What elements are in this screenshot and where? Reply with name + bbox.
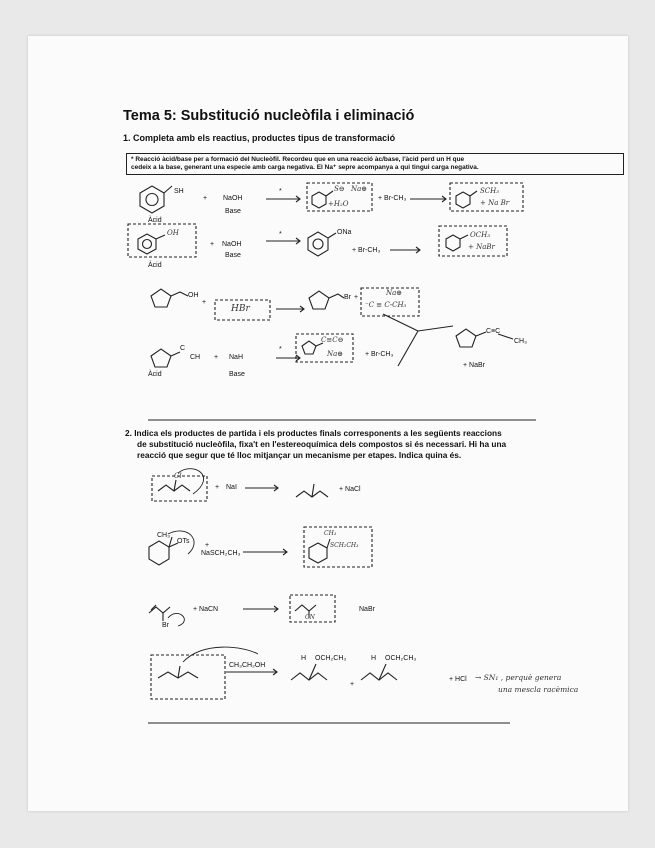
ona-label: ONa (337, 229, 352, 236)
hand-cn: CN (305, 614, 315, 621)
hand-answer-line-2: una mescla racèmica (498, 685, 579, 694)
benzene-ring-r2 (308, 232, 328, 256)
nah-label: NaH (229, 354, 244, 361)
base-label-r1: Base (225, 208, 241, 215)
h-label-1: H (301, 655, 307, 662)
curved-arrow-q2r1 (178, 469, 204, 494)
base-label-r4: Base (229, 371, 245, 378)
hand-sub-q2r2: SCH₂CH₃ (330, 542, 359, 549)
page-title: Tema 5: Substitució nucleòfila i eliminació (123, 108, 415, 124)
question-1-structures (28, 36, 628, 811)
ch3-label-q2r2: CH₃ (157, 532, 170, 539)
hand-thiolate: S⊖ (334, 185, 345, 193)
hand-ch3-q2r2: CH₃ (324, 530, 337, 537)
curved-arrow-q2r4 (183, 647, 258, 662)
ether-label-2: OCH₂CH₃ (385, 655, 417, 662)
hand-na-r3: Na⊕ (386, 289, 403, 297)
question-2-heading (125, 428, 506, 461)
cyclopentane-r3 (151, 289, 171, 307)
ots-label: OTs (177, 538, 190, 545)
hand-hbr: HBr (231, 304, 250, 314)
br-label-r3: Br (344, 294, 351, 301)
brch3-r1: + Br-CH₃ (378, 195, 407, 202)
question-1-heading: 1. Completa amb els reactius, productes tipus de transformació (123, 133, 396, 143)
c-label-r4: C (180, 345, 186, 352)
bond-ch2-r1 (164, 186, 172, 193)
plus-r4: + (214, 354, 219, 361)
q2-heading-line-3: reacció que segur que té lloc mitjançar un mecanisme per etapes. Indica quina és. (137, 450, 462, 460)
acid-label-r4: Àcid (148, 371, 162, 378)
brch3-r4: + Br-CH₃ (365, 351, 394, 358)
star-r4: * (279, 346, 282, 353)
note-line-1: * Reacció àcid/base per a formació del Nucleòfil. Recordeu que en una reacció àc/base, l'àcid perd un H que (131, 156, 465, 163)
hand-nabr-r1: + Na Br (480, 199, 510, 207)
hand-propynide: ⁻C ≡ C-CH₃ (365, 301, 407, 309)
star-r2: * (279, 231, 282, 238)
star-r1: * (279, 188, 282, 195)
reagent-q2r3: + NaCN (193, 606, 219, 613)
ch-label-r4: CH (190, 354, 201, 361)
naoh-r2: NaOH (222, 241, 242, 248)
alkene-chain-q2r3 (149, 607, 170, 613)
br-label-q2r3: Br (162, 622, 169, 629)
cyclohexane-q2r2 (149, 541, 169, 565)
cyclopentane-product (456, 329, 476, 347)
nabr-label-r3: + NaBr (463, 362, 485, 369)
plus-r1: + (203, 195, 208, 202)
curved-arrow-q2r3 (168, 613, 184, 626)
nacl-label: + NaCl (339, 486, 361, 493)
ch3-label-r3: CH₃ (514, 338, 527, 345)
oh-label-r3: OH (188, 292, 199, 299)
hand-answer-line-1: → SN₁ , perquè genera (475, 673, 562, 682)
label-sh: SH (174, 188, 184, 195)
q2-heading-line-2: de substitució nucleòfila, fixa't en l'estereoquímica dels compostos si és necessari. Hi ha una (137, 439, 507, 449)
solvent-label: CH₃CH₂OH (229, 662, 266, 669)
plus-q2r4: + (350, 681, 355, 688)
benzene-circle-r1 (146, 194, 158, 206)
nai-label: NaI (226, 484, 237, 491)
alkyne-label: C≡C (486, 328, 501, 335)
h-label-2: H (371, 655, 377, 662)
worksheet-page (28, 36, 628, 811)
hand-na-r4: Na⊕ (327, 350, 344, 358)
plus-r3: + (202, 299, 207, 306)
cyclopentane-r4 (151, 349, 171, 367)
ether-label-1: OCH₂CH₃ (315, 655, 347, 662)
q2-heading-line-1: 2. Indica els productes de partida i els productes finals corresponents a les següents reaccions (125, 428, 502, 438)
acid-label-r2: Àcid (148, 262, 162, 269)
converge-line-bottom (398, 331, 418, 366)
hand-cl-q2r1: Cl (174, 472, 182, 480)
hand-acetylide-r4: C≡C⊖ (321, 336, 344, 344)
hand-nabr-r2: + NaBr (468, 243, 495, 251)
plus-r3b: + (354, 294, 359, 301)
hand-na-r1: Na⊕ (351, 185, 368, 193)
hand-och3: OCH₃ (470, 231, 491, 239)
acid-label-r1: Àcid (148, 217, 162, 224)
hand-sch3: SCH₃ (480, 187, 500, 195)
plus-r2: + (210, 241, 215, 248)
plus-q2r1: + (215, 484, 220, 491)
note-line-2: cedeix a la base, generant una especie amb carga negativa. El Na⁺ sepre acompanya a qui tingui carga negativa. (131, 164, 479, 171)
hand-oh-r2: OH (167, 229, 179, 237)
reagent-q2r2: NaSCH₂CH₃ (201, 550, 241, 557)
brch3-r2: + Br-CH₃ (352, 247, 381, 254)
naoh-r1: NaOH (223, 195, 243, 202)
box-chloride-q2r4 (151, 655, 225, 699)
hand-water: +H₂O (328, 200, 349, 208)
hcl-label: + HCl (449, 676, 467, 683)
plus-q2r2: + (205, 542, 210, 549)
nabr-q2r3: NaBr (359, 606, 375, 613)
base-label-r2: Base (225, 252, 241, 259)
cyclopentane-bromide (309, 291, 329, 309)
benzene-ring-r1 (140, 186, 164, 213)
